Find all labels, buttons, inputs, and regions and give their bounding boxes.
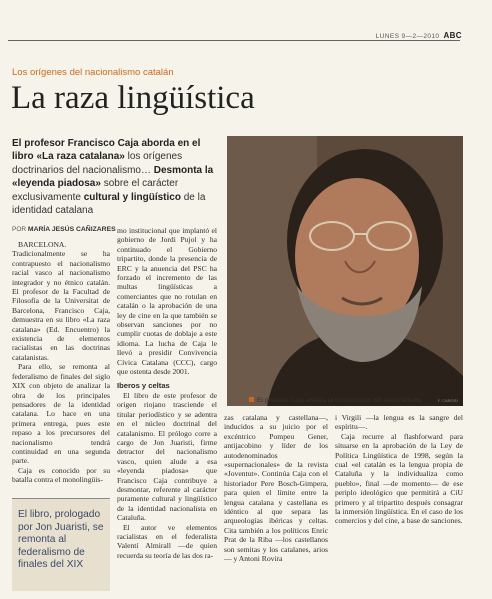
lead-book-title: «La raza catalana» [36, 151, 125, 163]
lead-bold-2: cultural y lingüístico [83, 191, 181, 203]
pull-quote-text: El libro, prologado por Jon Juaristi, se remonta al federalismo de finales del XIX [18, 509, 104, 571]
paragraph: Para ello, se remonta al federalismo de finales del siglo XIX con objeto de analizar la obra de los principales pensadores de la identidad catalana. Lo hace en una primera entrega, pues este repaso a los precursores del nacionalismo tendrá continuidad en una segunda parte. [12, 362, 110, 466]
lead-text-3: sobre el carácter exclusivamente [12, 178, 179, 203]
paragraph: El autor ve elementos racialistas en el federalista Valentí Almirall —de quien recuerda su teoría de las dos ra- [117, 522, 217, 560]
lead-text-2: los orígenes doctrinarios del nacionalismo… [12, 151, 183, 176]
photo-credit: F. CAROSI [438, 398, 458, 403]
body-column-1 [12, 240, 110, 485]
paragraph: mo institucional que implantó el gobierno de Jordi Pujol y ha continuado el Gobierno tripartito, donde la presencia de ERC y la anuencia del PSC ha forzado el incremento de las multas lingüísticas a comerciantes que no rotulan en catalán o la aprobación de una ley de cine en la que también se observan sanciones por no cumplir cuotas de doblaje a este idioma. La lucha de Caja le llevó a presidir Convivencia Cívica Catalana (CCC), cargo que ostenta desde 2001. [117, 226, 217, 377]
lead-paragraph [12, 137, 217, 217]
newspaper-name: ABC [443, 31, 462, 40]
paragraph: El libro de este profesor de origen riojano trasciende el titular periodístico y se adentra en el núcleo doctrinal del catalanismo. El prólogo corre a cargo de Jon Juaristi, firme detractor del nacionalismo vasco, quien alude a esa «leyenda piadosa» que Francisco Caja contribuye a desmontar, referente al carácter puramente cultural y lingüístico de la identidad nacionalista en Cataluña. [117, 390, 217, 523]
paragraph: Caja recurre al flashforward para situarse en la aprobación de la Ley de Política Lingüística de 1998, según la cual «el catalán es la lengua propia de Cataluña y la individualiza como pueblo», final —de momento— de ese periplo ideológico que permitirá a CiU primero y al tripartito después consagrar la inmersión lingüística. En el caso de los comercios y del cine, a base de sanciones. [335, 431, 463, 526]
body-column-3 [224, 413, 328, 564]
subheading: Iberos y celtas [117, 380, 170, 390]
body-column-4 [335, 413, 463, 526]
byline-prefix: POR [12, 226, 27, 233]
section-kicker: Los orígenes del nacionalismo catalán [12, 67, 174, 78]
byline-author: MARÍA JESÚS CAÑIZARES [27, 226, 116, 233]
running-header [376, 31, 462, 40]
author-photo [227, 136, 463, 406]
paragraph: i Virgili —la lengua es la sangre del espíritu—. [335, 413, 463, 432]
photo-caption: El profesor Caja analiza la construcción del nacionalismo [249, 397, 421, 404]
body-column-2 [117, 226, 217, 560]
headline: La raza lingüística [11, 80, 255, 116]
paragraph: zas catalana y castellana—, inducidos a su juicio por el excéntrico Pompeu Gener, antijacobino y líder de los autodenominados «supernacionales» de la revista «Joventut». Continúa Caja con el historiador Pere Bosch-Gimpera, para quien el límite entre la lengua catalana y castellana es idéntico al que separa las arqueologías ibéricas y celtas. Cita también a los políticos Enric Prat de la Riba —los castellanos son semitas y los catalanes, arios— y Antoni Rovira [224, 413, 328, 564]
lead-text-1: El profesor Francisco Caja aborda en el libro [12, 138, 201, 163]
pull-quote [12, 498, 110, 591]
issue-date: LUNES 9—2—2010 [375, 33, 440, 40]
portrait-illustration [227, 136, 463, 406]
paragraph: Caja es conocido por su batalla contra el monolingüis- [12, 465, 110, 485]
lead-highlight: Desmonta la «leyenda piadosa» [12, 164, 214, 190]
lead-text-4: de la identidad catalana [12, 191, 206, 217]
header-rule [8, 40, 460, 41]
paragraph: BARCELONA. Tradicionalmente se ha contrapuesto el nacionalismo racial vasco al nacionalismo integrador y no étnico catalán. El profesor de la Facultad de Filosofía de la Universitat de Barcelona, Francisco Caja, demuestra en su libro «La raza catalana» (Ed. Encuentro) la existencia de elementos racialistas en las doctrinas catalanistas. [12, 240, 110, 362]
